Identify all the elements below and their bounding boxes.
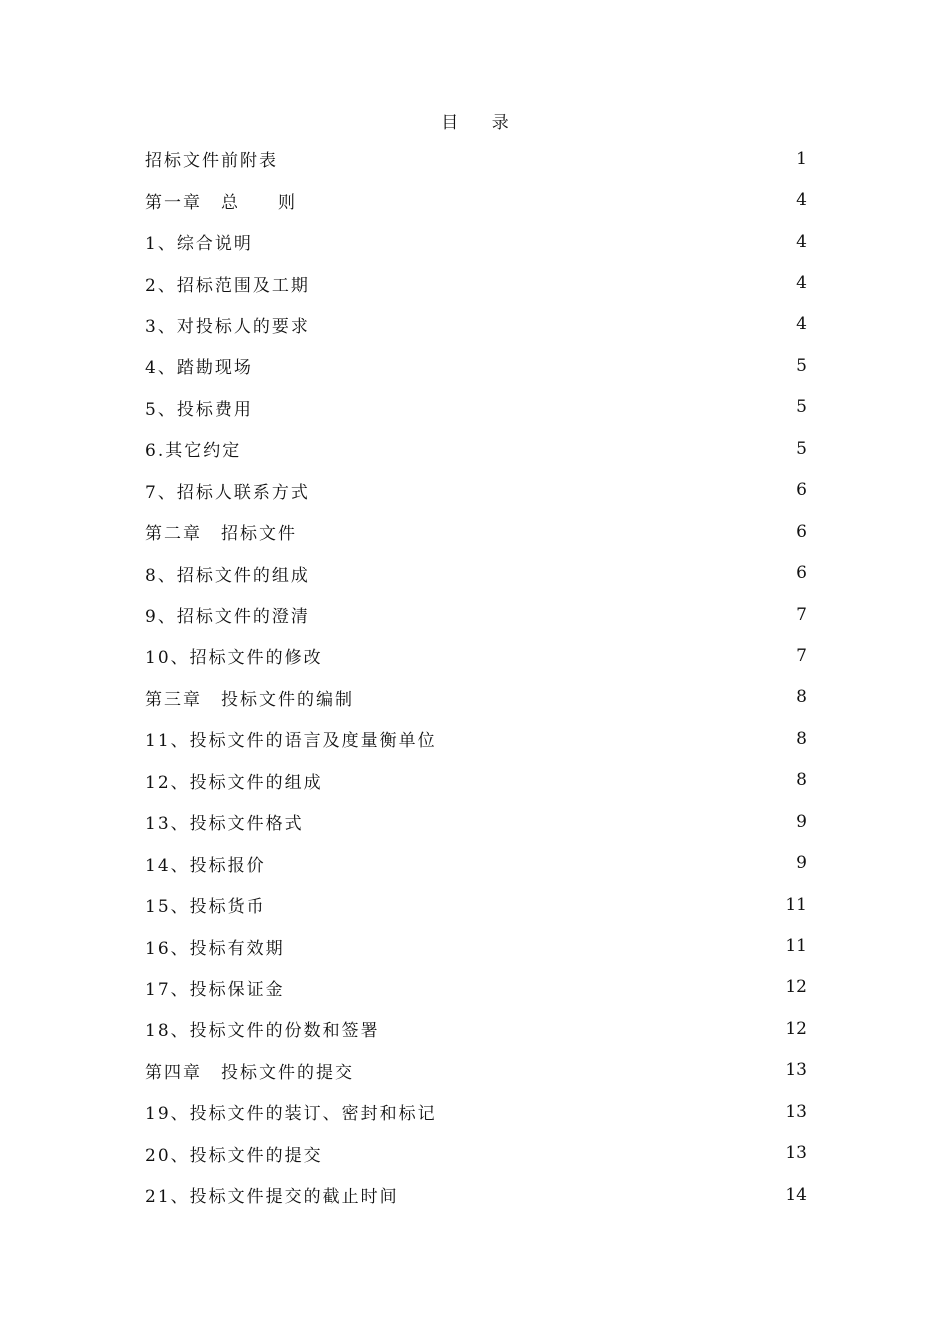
toc-entry-text: 20、投标文件的提交 (145, 1145, 323, 1166)
toc-entry[interactable] (145, 967, 807, 1008)
toc-entry-page: 13 (785, 1101, 807, 1122)
toc-entry-page: 13 (785, 1143, 807, 1164)
toc-entry-page: 5 (796, 438, 807, 459)
toc-entry-page: 4 (796, 190, 807, 211)
toc-entry-page: 12 (785, 977, 807, 998)
toc-entry-text: 1、综合说明 (145, 234, 253, 255)
toc-entry-page: 11 (785, 894, 807, 915)
toc-entry-text: 13、投标文件格式 (145, 814, 304, 835)
toc-entry-page: 1 (796, 148, 807, 169)
toc-entry[interactable] (145, 1091, 807, 1132)
toc-entry[interactable] (145, 304, 807, 345)
toc-entry-text: 18、投标文件的份数和签署 (145, 1021, 380, 1042)
toc-entry-text: 3、对投标人的要求 (145, 316, 310, 337)
toc-entry-page: 8 (796, 728, 807, 749)
toc-entry-text: 11、投标文件的语言及度量衡单位 (145, 731, 437, 752)
toc-entry-page: 6 (796, 521, 807, 542)
toc-entry[interactable] (145, 884, 807, 925)
toc-entry[interactable] (145, 677, 807, 718)
toc-entry[interactable] (145, 760, 807, 801)
toc-entry[interactable] (145, 221, 807, 262)
toc-entry-text: 15、投标货币 (145, 897, 266, 918)
toc-entry-page: 7 (796, 645, 807, 666)
toc-entry-page: 4 (796, 314, 807, 335)
toc-entry-page: 5 (796, 355, 807, 376)
toc-entry-page: 14 (785, 1184, 807, 1205)
toc-entry[interactable] (145, 718, 807, 759)
toc-entry[interactable] (145, 179, 807, 220)
toc-entry-page: 13 (785, 1060, 807, 1081)
toc-entry[interactable] (145, 552, 807, 593)
toc-entry-text: 14、投标报价 (145, 855, 266, 876)
toc-entry-text: 第一章 总 则 (145, 192, 297, 213)
toc-entry-page: 11 (785, 936, 807, 957)
toc-entry[interactable] (145, 1050, 807, 1091)
toc-entry-text: 19、投标文件的装订、密封和标记 (145, 1104, 437, 1125)
toc-entry-text: 10、招标文件的修改 (145, 648, 323, 669)
toc-entry-text: 2、招标范围及工期 (145, 275, 310, 296)
toc-title: 目 录 (441, 113, 523, 133)
toc-entry-page: 9 (796, 853, 807, 874)
toc-entry-page: 5 (796, 397, 807, 418)
toc-entry-page: 12 (785, 1018, 807, 1039)
toc-entry[interactable] (145, 594, 807, 635)
toc-entry[interactable] (145, 262, 807, 303)
toc-entry-text: 8、招标文件的组成 (145, 565, 310, 586)
toc-entry-page: 8 (796, 687, 807, 708)
toc-entry-text: 17、投标保证金 (145, 979, 285, 1000)
toc-entry[interactable] (145, 511, 807, 552)
toc-entry-page: 4 (796, 231, 807, 252)
toc-entry[interactable] (145, 1174, 807, 1215)
toc-entry-text: 5、投标费用 (145, 399, 253, 420)
toc-entry-page: 6 (796, 563, 807, 584)
toc-entry-text: 21、投标文件提交的截止时间 (145, 1187, 399, 1208)
toc-entry-page: 4 (796, 273, 807, 294)
toc-entry-text: 4、踏勘现场 (145, 358, 253, 379)
toc-entry[interactable] (145, 138, 807, 179)
toc-entry-text: 第二章 招标文件 (145, 524, 297, 545)
toc-entry-page: 9 (796, 811, 807, 832)
toc-entry-text: 6.其它约定 (145, 441, 242, 462)
toc-entry[interactable] (145, 925, 807, 966)
toc-entry-page: 8 (796, 770, 807, 791)
toc-entry-text: 12、投标文件的组成 (145, 772, 323, 793)
toc-entry[interactable] (145, 428, 807, 469)
toc-entry[interactable] (145, 842, 807, 883)
toc-entry[interactable] (145, 1133, 807, 1174)
toc-entry-text: 7、招标人联系方式 (145, 482, 310, 503)
toc-entry[interactable] (145, 1008, 807, 1049)
toc-entry-text: 第三章 投标文件的编制 (145, 689, 354, 710)
toc-entry-page: 6 (796, 480, 807, 501)
toc-entry[interactable] (145, 387, 807, 428)
toc-list (145, 138, 807, 1215)
toc-entry-page: 7 (796, 604, 807, 625)
toc-entry-text: 16、投标有效期 (145, 938, 285, 959)
toc-entry-text: 招标文件前附表 (145, 151, 278, 172)
toc-entry[interactable] (145, 345, 807, 386)
toc-entry-text: 9、招标文件的澄清 (145, 607, 310, 628)
toc-entry[interactable] (145, 470, 807, 511)
toc-entry[interactable] (145, 801, 807, 842)
toc-entry-text: 第四章 投标文件的提交 (145, 1062, 354, 1083)
toc-entry[interactable] (145, 635, 807, 676)
